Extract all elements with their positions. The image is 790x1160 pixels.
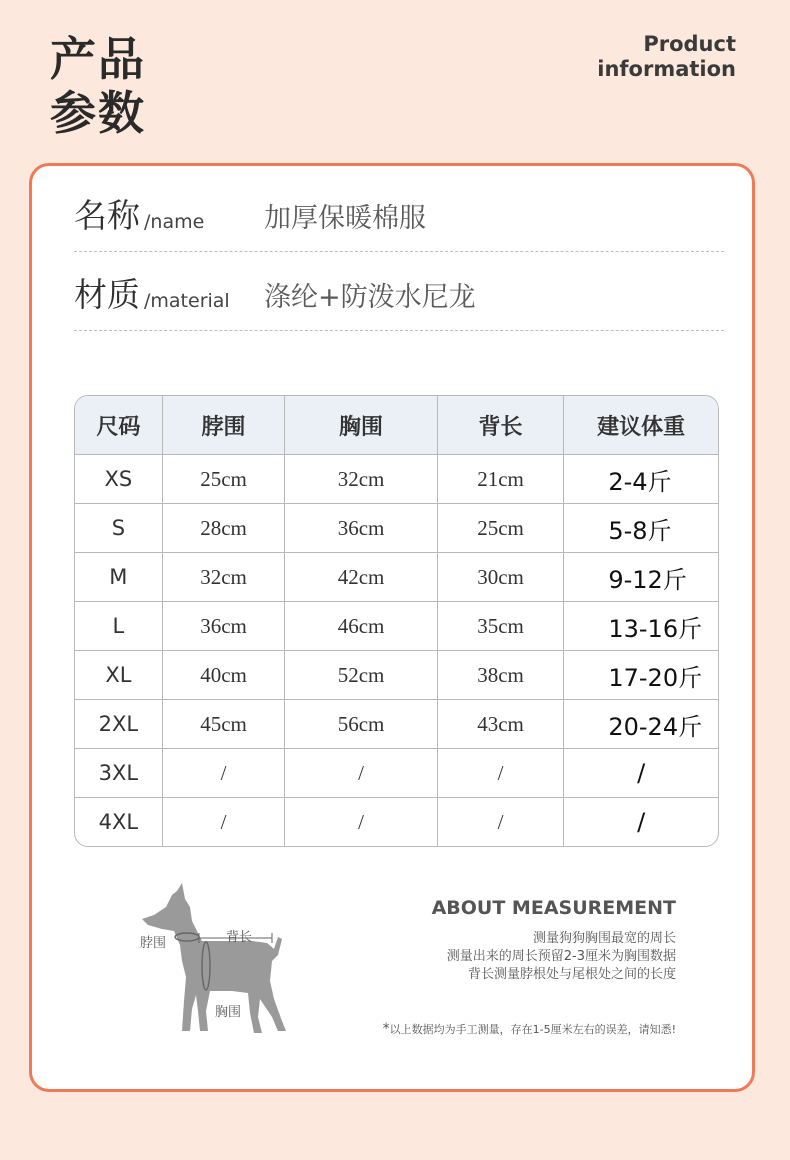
chest-label: 胸围	[215, 1005, 242, 1020]
table-row	[75, 651, 718, 700]
info-label-name-en: /name	[144, 211, 205, 233]
cell-back: 35cm	[438, 602, 565, 651]
table-row	[75, 798, 718, 846]
about-line: 测量出来的周长预留2-3厘米为胸围数据	[446, 949, 676, 964]
cell-neck: 45cm	[163, 700, 286, 749]
cell-neck: 36cm	[163, 602, 286, 651]
cell-chest: 52cm	[285, 651, 437, 700]
cell-neck: 25cm	[163, 455, 286, 504]
header-chest: 胸围	[285, 396, 437, 455]
size-table	[74, 395, 719, 847]
cell-weight: 5-8斤	[564, 504, 718, 553]
cell-chest: /	[285, 798, 437, 846]
cell-back: 30cm	[438, 553, 565, 602]
cell-neck: 28cm	[163, 504, 286, 553]
cell-size: L	[75, 602, 163, 651]
cell-neck: 40cm	[163, 651, 286, 700]
info-value-name: 加厚保暖棉服	[264, 203, 426, 234]
cell-size: 3XL	[75, 749, 163, 798]
cell-chest: 42cm	[285, 553, 437, 602]
about-line: 测量狗狗胸围最宽的周长	[532, 931, 676, 946]
info-label-material-en: /material	[144, 290, 230, 312]
info-label-material: 材质	[74, 275, 140, 314]
dog-measurement-diagram	[102, 881, 302, 1061]
cell-chest: /	[285, 749, 437, 798]
header-neck: 脖围	[163, 396, 286, 455]
title-en-line-1: Product	[643, 32, 736, 56]
title-line-1: 产品	[50, 32, 146, 86]
about-measurement-title: ABOUT MEASUREMENT	[431, 897, 676, 919]
cell-back: /	[438, 798, 565, 846]
info-row-material	[74, 270, 724, 331]
cell-weight: 2-4斤	[564, 455, 718, 504]
table-row	[75, 602, 718, 651]
cell-neck: /	[163, 749, 286, 798]
cell-size: 4XL	[75, 798, 163, 846]
cell-chest: 36cm	[285, 504, 437, 553]
cell-weight: 9-12斤	[564, 553, 718, 602]
measurement-note	[383, 1021, 676, 1037]
table-row	[75, 553, 718, 602]
table-row	[75, 749, 718, 798]
cell-size: XL	[75, 651, 163, 700]
cell-neck: 32cm	[163, 553, 286, 602]
dog-silhouette	[142, 883, 286, 1033]
page-title	[50, 32, 146, 140]
cell-chest: 32cm	[285, 455, 437, 504]
cell-size: 2XL	[75, 700, 163, 749]
cell-back: 38cm	[438, 651, 565, 700]
title-line-2: 参数	[50, 86, 146, 140]
title-en-line-2: information	[597, 57, 736, 81]
header-weight: 建议体重	[564, 396, 718, 455]
table-row	[75, 504, 718, 553]
info-value-material: 涤纶+防泼水尼龙	[264, 282, 476, 313]
page-title-english	[597, 32, 736, 82]
cell-chest: 46cm	[285, 602, 437, 651]
table-row	[75, 700, 718, 749]
note-text: 以上数据均为手工测量，存在1-5厘米左右的误差，请知悉!	[389, 1023, 676, 1036]
header-back: 背长	[438, 396, 565, 455]
cell-weight: 20-24斤	[564, 700, 718, 749]
cell-back: 25cm	[438, 504, 565, 553]
cell-weight: 17-20斤	[564, 651, 718, 700]
neck-label: 脖围	[140, 936, 167, 951]
cell-size: XS	[75, 455, 163, 504]
cell-back: 43cm	[438, 700, 565, 749]
cell-weight: /	[637, 808, 646, 836]
cell-chest: 56cm	[285, 700, 437, 749]
cell-back: 21cm	[438, 455, 565, 504]
header-size: 尺码	[75, 396, 163, 455]
cell-weight: /	[564, 749, 718, 798]
table-row	[75, 455, 718, 504]
about-measurement-text	[447, 930, 676, 984]
asterisk-icon: *	[382, 1021, 390, 1037]
cell-size: M	[75, 553, 163, 602]
info-label-name: 名称	[74, 196, 140, 235]
cell-size: S	[75, 504, 163, 553]
back-label: 背长	[226, 930, 253, 945]
info-card	[29, 163, 755, 1092]
table-header-row	[75, 396, 718, 455]
cell-neck: /	[163, 798, 286, 846]
cell-weight: 13-16斤	[564, 602, 718, 651]
info-row-name	[74, 191, 724, 252]
about-line: 背长测量脖根处与尾根处之间的长度	[467, 967, 676, 982]
cell-back: /	[438, 749, 565, 798]
